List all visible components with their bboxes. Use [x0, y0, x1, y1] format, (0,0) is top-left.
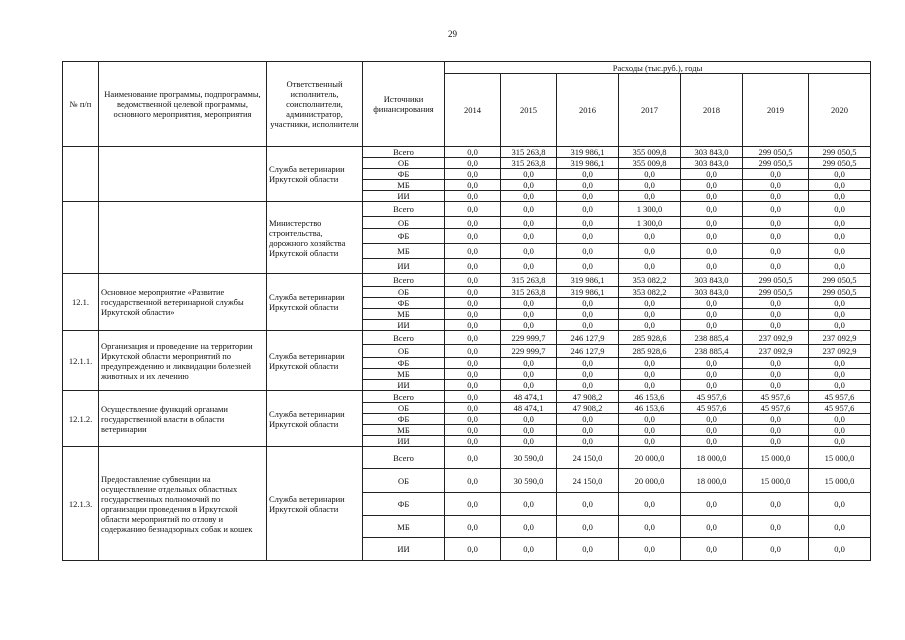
expense-value: 0,0: [501, 259, 557, 274]
expense-value: 0,0: [681, 493, 743, 516]
expense-value: 237 092,9: [809, 331, 871, 345]
expense-value: 0,0: [681, 309, 743, 320]
expense-value: 30 590,0: [501, 447, 557, 469]
header-responsible: Ответственный исполнитель, соисполнители, администратор, участники, исполнители: [267, 62, 363, 147]
expense-value: 0,0: [557, 309, 619, 320]
expense-value: 0,0: [445, 331, 501, 345]
funding-source: МБ: [363, 516, 445, 538]
expense-value: 0,0: [501, 298, 557, 309]
expense-value: 0,0: [501, 244, 557, 259]
expense-value: 0,0: [557, 191, 619, 202]
expense-value: 0,0: [501, 217, 557, 229]
expense-value: 229 999,7: [501, 345, 557, 358]
expense-value: 0,0: [743, 380, 809, 391]
header-year: 2018: [681, 74, 743, 147]
expense-value: 0,0: [809, 516, 871, 538]
expense-value: 355 009,8: [619, 158, 681, 169]
expense-value: 0,0: [743, 180, 809, 191]
expense-value: 0,0: [743, 516, 809, 538]
expense-value: 0,0: [619, 309, 681, 320]
funding-source: ФБ: [363, 358, 445, 369]
expense-value: 315 263,8: [501, 274, 557, 287]
expense-value: 0,0: [445, 180, 501, 191]
expense-value: 299 050,5: [809, 274, 871, 287]
expense-value: 285 928,6: [619, 345, 681, 358]
program-name: Организация и проведение на территории Иркутской области мероприятий по предупреждению и ликвидации болезней животных и их лечению: [99, 331, 267, 391]
expense-value: 24 150,0: [557, 447, 619, 469]
responsible-executor: Министерство строительства, дорожного хозяйства Иркутской области: [267, 202, 363, 274]
expense-value: 47 908,2: [557, 403, 619, 414]
expense-value: 0,0: [681, 244, 743, 259]
expense-value: 0,0: [445, 380, 501, 391]
expense-value: 0,0: [681, 425, 743, 436]
expense-value: 0,0: [445, 169, 501, 180]
expense-value: 0,0: [743, 538, 809, 561]
expense-value: 0,0: [501, 516, 557, 538]
expense-value: 299 050,5: [743, 147, 809, 158]
expense-value: 299 050,5: [809, 147, 871, 158]
funding-source: ФБ: [363, 298, 445, 309]
expense-value: 0,0: [557, 244, 619, 259]
expense-value: 0,0: [681, 414, 743, 425]
expense-value: 0,0: [445, 217, 501, 229]
expense-value: 0,0: [557, 425, 619, 436]
expense-value: 0,0: [809, 244, 871, 259]
funding-source: МБ: [363, 309, 445, 320]
header-num: № п/п: [63, 62, 99, 147]
funding-source: ОБ: [363, 217, 445, 229]
funding-source: ИИ: [363, 380, 445, 391]
header-name: Наименование программы, подпрограммы, ведомственной целевой программы, основного мероприятия, мероприятия: [99, 62, 267, 147]
expense-value: 0,0: [445, 436, 501, 447]
expense-value: 48 474,1: [501, 403, 557, 414]
expense-value: 0,0: [809, 180, 871, 191]
table-row: [63, 391, 871, 403]
expense-value: 0,0: [501, 202, 557, 217]
expense-value: 353 082,2: [619, 287, 681, 298]
expense-value: 1 300,0: [619, 202, 681, 217]
expense-value: 0,0: [681, 180, 743, 191]
expense-value: 0,0: [809, 259, 871, 274]
funding-source: МБ: [363, 369, 445, 380]
expense-value: 0,0: [809, 169, 871, 180]
expense-value: 0,0: [619, 414, 681, 425]
expense-value: 0,0: [681, 369, 743, 380]
funding-source: ФБ: [363, 229, 445, 244]
expense-value: 45 957,6: [681, 391, 743, 403]
expense-value: 0,0: [809, 380, 871, 391]
expense-value: 47 908,2: [557, 391, 619, 403]
funding-source: ФБ: [363, 414, 445, 425]
expense-value: 0,0: [743, 425, 809, 436]
expense-value: 0,0: [619, 180, 681, 191]
expense-value: 319 986,1: [557, 287, 619, 298]
funding-source: ОБ: [363, 158, 445, 169]
expense-value: 0,0: [619, 516, 681, 538]
expense-value: 0,0: [501, 309, 557, 320]
program-name: [99, 147, 267, 202]
expense-value: 315 263,8: [501, 147, 557, 158]
expense-value: 0,0: [445, 358, 501, 369]
expense-value: 0,0: [681, 380, 743, 391]
expense-value: 299 050,5: [743, 274, 809, 287]
expense-value: 15 000,0: [809, 447, 871, 469]
expense-value: 20 000,0: [619, 447, 681, 469]
expense-value: 0,0: [445, 147, 501, 158]
expense-value: 0,0: [445, 244, 501, 259]
expense-value: 0,0: [445, 391, 501, 403]
expense-value: 15 000,0: [809, 469, 871, 493]
expense-value: 353 082,2: [619, 274, 681, 287]
expense-value: 0,0: [743, 229, 809, 244]
expense-value: 0,0: [809, 320, 871, 331]
expense-value: 0,0: [809, 436, 871, 447]
program-name: Предоставление субвенции на осуществление отдельных областных государственных полномочий по организации проведения в Иркутской области мероприятий по отлову и содержанию безнадзорных собак и кошек: [99, 447, 267, 561]
expense-value: 299 050,5: [809, 287, 871, 298]
responsible-executor: Служба ветеринарии Иркутской области: [267, 391, 363, 447]
header-source: Источники финансирования: [363, 62, 445, 147]
expense-value: 0,0: [743, 202, 809, 217]
expense-value: 0,0: [501, 320, 557, 331]
funding-source: ИИ: [363, 436, 445, 447]
expense-value: 0,0: [445, 403, 501, 414]
expense-value: 246 127,9: [557, 345, 619, 358]
expense-value: 0,0: [809, 425, 871, 436]
expense-value: 0,0: [681, 191, 743, 202]
expense-value: 46 153,6: [619, 403, 681, 414]
expense-value: 0,0: [743, 191, 809, 202]
expense-value: 0,0: [681, 436, 743, 447]
header-expenses: Расходы (тыс.руб.), годы: [445, 62, 871, 74]
funding-source: ИИ: [363, 259, 445, 274]
expense-value: 0,0: [809, 369, 871, 380]
expense-value: 0,0: [501, 369, 557, 380]
expense-value: 0,0: [557, 259, 619, 274]
responsible-executor: Служба ветеринарии Иркутской области: [267, 331, 363, 391]
expense-value: 0,0: [809, 217, 871, 229]
expense-value: 0,0: [619, 436, 681, 447]
expense-value: 0,0: [743, 244, 809, 259]
expense-value: 285 928,6: [619, 331, 681, 345]
expense-value: 15 000,0: [743, 447, 809, 469]
expense-value: 0,0: [809, 309, 871, 320]
funding-source: Всего: [363, 147, 445, 158]
row-number: 12.1.: [63, 274, 99, 331]
row-number: 12.1.2.: [63, 391, 99, 447]
expense-value: 0,0: [445, 447, 501, 469]
expense-value: 0,0: [557, 217, 619, 229]
expense-value: 0,0: [619, 425, 681, 436]
expense-value: 45 957,6: [809, 391, 871, 403]
expense-value: 0,0: [681, 259, 743, 274]
expense-value: 0,0: [809, 493, 871, 516]
expense-value: 0,0: [445, 516, 501, 538]
expense-value: 0,0: [557, 358, 619, 369]
expense-value: 15 000,0: [743, 469, 809, 493]
expense-value: 0,0: [501, 414, 557, 425]
expense-value: 0,0: [619, 320, 681, 331]
expense-value: 18 000,0: [681, 447, 743, 469]
funding-source: Всего: [363, 274, 445, 287]
expense-value: 237 092,9: [743, 331, 809, 345]
expense-value: 0,0: [743, 414, 809, 425]
expense-value: 0,0: [743, 217, 809, 229]
expense-value: 0,0: [501, 191, 557, 202]
expense-value: 0,0: [681, 229, 743, 244]
expense-value: 48 474,1: [501, 391, 557, 403]
expense-value: 319 986,1: [557, 158, 619, 169]
header-year: 2016: [557, 74, 619, 147]
funding-source: МБ: [363, 425, 445, 436]
expense-value: 0,0: [809, 358, 871, 369]
expense-value: 0,0: [445, 191, 501, 202]
expense-value: 0,0: [445, 493, 501, 516]
expense-value: 0,0: [681, 516, 743, 538]
responsible-executor: Служба ветеринарии Иркутской области: [267, 274, 363, 331]
expense-value: 0,0: [619, 259, 681, 274]
expense-value: 303 843,0: [681, 158, 743, 169]
expense-value: 0,0: [809, 191, 871, 202]
expense-value: 0,0: [619, 358, 681, 369]
expense-value: 0,0: [445, 414, 501, 425]
budget-table: [62, 61, 871, 561]
funding-source: Всего: [363, 447, 445, 469]
expense-value: 0,0: [501, 493, 557, 516]
expense-value: 0,0: [445, 345, 501, 358]
expense-value: 0,0: [809, 538, 871, 561]
expense-value: 238 885,4: [681, 345, 743, 358]
expense-value: 0,0: [743, 436, 809, 447]
funding-source: ФБ: [363, 493, 445, 516]
funding-source: ИИ: [363, 191, 445, 202]
expense-value: 0,0: [501, 169, 557, 180]
expense-value: 0,0: [681, 169, 743, 180]
program-name: Основное мероприятие «Развитие государственной ветеринарной службы Иркутской области»: [99, 274, 267, 331]
header-year: 2019: [743, 74, 809, 147]
expense-value: 0,0: [557, 169, 619, 180]
expense-value: 0,0: [743, 369, 809, 380]
expense-value: 0,0: [557, 380, 619, 391]
expense-value: 24 150,0: [557, 469, 619, 493]
expense-value: 0,0: [557, 180, 619, 191]
expense-value: 0,0: [619, 538, 681, 561]
expense-value: 0,0: [619, 493, 681, 516]
expense-value: 0,0: [619, 380, 681, 391]
expense-value: 45 957,6: [809, 403, 871, 414]
expense-value: 319 986,1: [557, 147, 619, 158]
expense-value: 45 957,6: [743, 391, 809, 403]
header-year: 2015: [501, 74, 557, 147]
expense-value: 30 590,0: [501, 469, 557, 493]
expense-value: 0,0: [445, 287, 501, 298]
expense-value: 0,0: [681, 358, 743, 369]
expense-value: 0,0: [557, 202, 619, 217]
expense-value: 0,0: [501, 436, 557, 447]
funding-source: ИИ: [363, 320, 445, 331]
expense-value: 299 050,5: [743, 158, 809, 169]
expense-value: 237 092,9: [743, 345, 809, 358]
header-year: 2020: [809, 74, 871, 147]
expense-value: 18 000,0: [681, 469, 743, 493]
expense-value: 0,0: [743, 320, 809, 331]
expense-value: 0,0: [809, 298, 871, 309]
expense-value: 315 263,8: [501, 158, 557, 169]
expense-value: 0,0: [619, 169, 681, 180]
expense-value: 0,0: [557, 493, 619, 516]
expense-value: 45 957,6: [681, 403, 743, 414]
expense-value: 0,0: [445, 298, 501, 309]
expense-value: 0,0: [619, 191, 681, 202]
expense-value: 0,0: [557, 229, 619, 244]
expense-value: 0,0: [445, 229, 501, 244]
row-number: [63, 147, 99, 202]
expense-value: 0,0: [743, 169, 809, 180]
expense-value: 299 050,5: [743, 287, 809, 298]
expense-value: 0,0: [681, 202, 743, 217]
expense-value: 0,0: [557, 436, 619, 447]
expense-value: 0,0: [557, 369, 619, 380]
expense-value: 0,0: [681, 217, 743, 229]
funding-source: Всего: [363, 391, 445, 403]
expense-value: 0,0: [445, 274, 501, 287]
expense-value: 0,0: [557, 516, 619, 538]
expense-value: 0,0: [743, 259, 809, 274]
expense-value: 20 000,0: [619, 469, 681, 493]
expense-value: 0,0: [501, 358, 557, 369]
expense-value: 0,0: [809, 414, 871, 425]
table-row: [63, 331, 871, 345]
row-number: 12.1.3.: [63, 447, 99, 561]
table-row: [63, 202, 871, 217]
responsible-executor: Служба ветеринарии Иркутской области: [267, 147, 363, 202]
expense-value: 237 092,9: [809, 345, 871, 358]
table-row: [63, 447, 871, 469]
expense-value: 303 843,0: [681, 147, 743, 158]
header-year: 2014: [445, 74, 501, 147]
expense-value: 0,0: [445, 309, 501, 320]
expense-value: 0,0: [445, 369, 501, 380]
expense-value: 1 300,0: [619, 217, 681, 229]
responsible-executor: Служба ветеринарии Иркутской области: [267, 447, 363, 561]
expense-value: 303 843,0: [681, 287, 743, 298]
table-row: [63, 147, 871, 158]
expense-value: 0,0: [809, 229, 871, 244]
expense-value: 303 843,0: [681, 274, 743, 287]
expense-value: 238 885,4: [681, 331, 743, 345]
expense-value: 246 127,9: [557, 331, 619, 345]
expense-value: 0,0: [743, 309, 809, 320]
expense-value: 0,0: [681, 298, 743, 309]
expense-value: 0,0: [681, 320, 743, 331]
expense-value: 0,0: [743, 358, 809, 369]
expense-value: 0,0: [501, 229, 557, 244]
funding-source: Всего: [363, 331, 445, 345]
funding-source: ОБ: [363, 469, 445, 493]
expense-value: 0,0: [501, 425, 557, 436]
expense-value: 0,0: [557, 298, 619, 309]
header-year: 2017: [619, 74, 681, 147]
program-name: [99, 202, 267, 274]
expense-value: 299 050,5: [809, 158, 871, 169]
expense-value: 0,0: [501, 380, 557, 391]
expense-value: 315 263,8: [501, 287, 557, 298]
funding-source: МБ: [363, 244, 445, 259]
table-row: [63, 274, 871, 287]
funding-source: ОБ: [363, 287, 445, 298]
expense-value: 46 153,6: [619, 391, 681, 403]
funding-source: ФБ: [363, 169, 445, 180]
expense-value: 0,0: [445, 538, 501, 561]
expense-value: 0,0: [681, 538, 743, 561]
expense-value: 0,0: [743, 493, 809, 516]
expense-value: 0,0: [445, 259, 501, 274]
expense-value: 0,0: [557, 320, 619, 331]
funding-source: ОБ: [363, 345, 445, 358]
expense-value: 45 957,6: [743, 403, 809, 414]
expense-value: 0,0: [445, 425, 501, 436]
expense-value: 319 986,1: [557, 274, 619, 287]
row-number: [63, 202, 99, 274]
expense-value: 0,0: [445, 469, 501, 493]
row-number: 12.1.1.: [63, 331, 99, 391]
funding-source: Всего: [363, 202, 445, 217]
program-name: Осуществление функций органами государственной власти в области ветеринарии: [99, 391, 267, 447]
expense-value: 0,0: [619, 298, 681, 309]
expense-value: 0,0: [557, 538, 619, 561]
expense-value: 0,0: [619, 369, 681, 380]
expense-value: 0,0: [809, 202, 871, 217]
expense-value: 0,0: [557, 414, 619, 425]
funding-source: ИИ: [363, 538, 445, 561]
funding-source: МБ: [363, 180, 445, 191]
expense-value: 0,0: [619, 244, 681, 259]
expense-value: 0,0: [619, 229, 681, 244]
expense-value: 355 009,8: [619, 147, 681, 158]
expense-value: 0,0: [501, 180, 557, 191]
page-number: 29: [448, 29, 457, 39]
expense-value: 0,0: [445, 320, 501, 331]
expense-value: 0,0: [445, 158, 501, 169]
expense-value: 0,0: [501, 538, 557, 561]
expense-value: 229 999,7: [501, 331, 557, 345]
expense-value: 0,0: [445, 202, 501, 217]
expense-value: 0,0: [743, 298, 809, 309]
funding-source: ОБ: [363, 403, 445, 414]
